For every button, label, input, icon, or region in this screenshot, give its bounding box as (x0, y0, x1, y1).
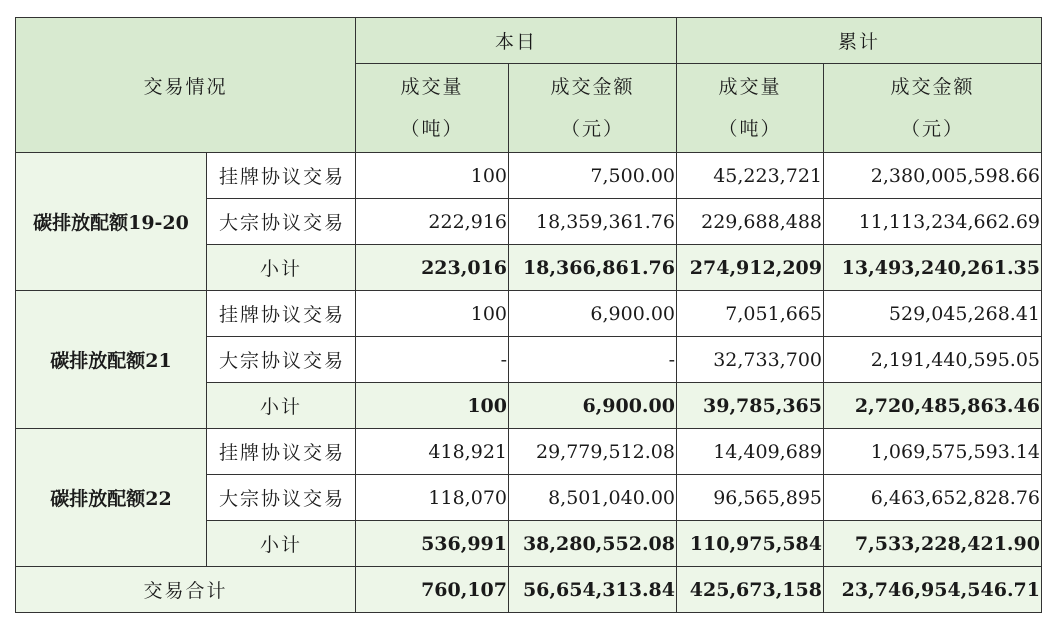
today-amount: 8,501,040.00 (509, 475, 677, 521)
cum-amount: 2,380,005,598.66 (824, 153, 1042, 199)
today-amount: 29,779,512.08 (509, 429, 677, 475)
subtotal-label: 小计 (207, 383, 356, 429)
header-amount-label: 成交金额 (550, 76, 635, 98)
subtotal-today-amount: 18,366,861.76 (509, 245, 677, 291)
cum-amount: 6,463,652,828.76 (824, 475, 1042, 521)
today-volume: 100 (356, 153, 509, 199)
group-name: 碳排放配额19-20 (16, 153, 207, 291)
cum-volume: 32,733,700 (677, 337, 824, 383)
row-type: 挂牌协议交易 (207, 153, 356, 199)
total-today-amount: 56,654,313.84 (509, 567, 677, 613)
header-amount-unit: （元） (560, 118, 624, 140)
row-type: 大宗协议交易 (207, 475, 356, 521)
trade-summary-table (15, 17, 1042, 613)
cum-amount: 2,191,440,595.05 (824, 337, 1042, 383)
cum-volume: 229,688,488 (677, 199, 824, 245)
header-today-volume (356, 64, 509, 153)
today-volume: 118,070 (356, 475, 509, 521)
subtotal-label: 小计 (207, 245, 356, 291)
header-trade-situation: 交易情况 (16, 18, 356, 153)
subtotal-cum-volume: 39,785,365 (677, 383, 824, 429)
header-volume-label: 成交量 (718, 76, 782, 98)
group-name: 碳排放配额22 (16, 429, 207, 567)
today-amount: - (509, 337, 677, 383)
subtotal-cum-volume: 110,975,584 (677, 521, 824, 567)
header-volume-label: 成交量 (400, 76, 464, 98)
subtotal-today-amount: 6,900.00 (509, 383, 677, 429)
total-cum-amount: 23,746,954,546.71 (824, 567, 1042, 613)
row-type: 挂牌协议交易 (207, 291, 356, 337)
subtotal-cum-amount: 7,533,228,421.90 (824, 521, 1042, 567)
subtotal-today-volume: 223,016 (356, 245, 509, 291)
cum-volume: 96,565,895 (677, 475, 824, 521)
today-volume: - (356, 337, 509, 383)
header-cumulative: 累计 (677, 18, 1042, 64)
today-volume: 222,916 (356, 199, 509, 245)
cum-amount: 1,069,575,593.14 (824, 429, 1042, 475)
row-type: 挂牌协议交易 (207, 429, 356, 475)
header-cum-amount (824, 64, 1042, 153)
today-amount: 7,500.00 (509, 153, 677, 199)
header-cum-volume (677, 64, 824, 153)
header-today: 本日 (356, 18, 677, 64)
group-name: 碳排放配额21 (16, 291, 207, 429)
header-volume-unit: （吨） (400, 118, 464, 140)
today-amount: 18,359,361.76 (509, 199, 677, 245)
total-label: 交易合计 (16, 567, 356, 613)
subtotal-label: 小计 (207, 521, 356, 567)
cum-volume: 45,223,721 (677, 153, 824, 199)
total-today-volume: 760,107 (356, 567, 509, 613)
subtotal-today-amount: 38,280,552.08 (509, 521, 677, 567)
subtotal-cum-volume: 274,912,209 (677, 245, 824, 291)
header-amount-label: 成交金额 (890, 76, 975, 98)
cum-amount: 529,045,268.41 (824, 291, 1042, 337)
cum-volume: 7,051,665 (677, 291, 824, 337)
header-amount-unit: （元） (900, 118, 964, 140)
header-today-amount (509, 64, 677, 153)
total-cum-volume: 425,673,158 (677, 567, 824, 613)
row-type: 大宗协议交易 (207, 199, 356, 245)
subtotal-today-volume: 100 (356, 383, 509, 429)
subtotal-cum-amount: 13,493,240,261.35 (824, 245, 1042, 291)
today-volume: 100 (356, 291, 509, 337)
subtotal-today-volume: 536,991 (356, 521, 509, 567)
row-type: 大宗协议交易 (207, 337, 356, 383)
today-amount: 6,900.00 (509, 291, 677, 337)
today-volume: 418,921 (356, 429, 509, 475)
subtotal-cum-amount: 2,720,485,863.46 (824, 383, 1042, 429)
cum-amount: 11,113,234,662.69 (824, 199, 1042, 245)
cum-volume: 14,409,689 (677, 429, 824, 475)
header-volume-unit: （吨） (718, 118, 782, 140)
